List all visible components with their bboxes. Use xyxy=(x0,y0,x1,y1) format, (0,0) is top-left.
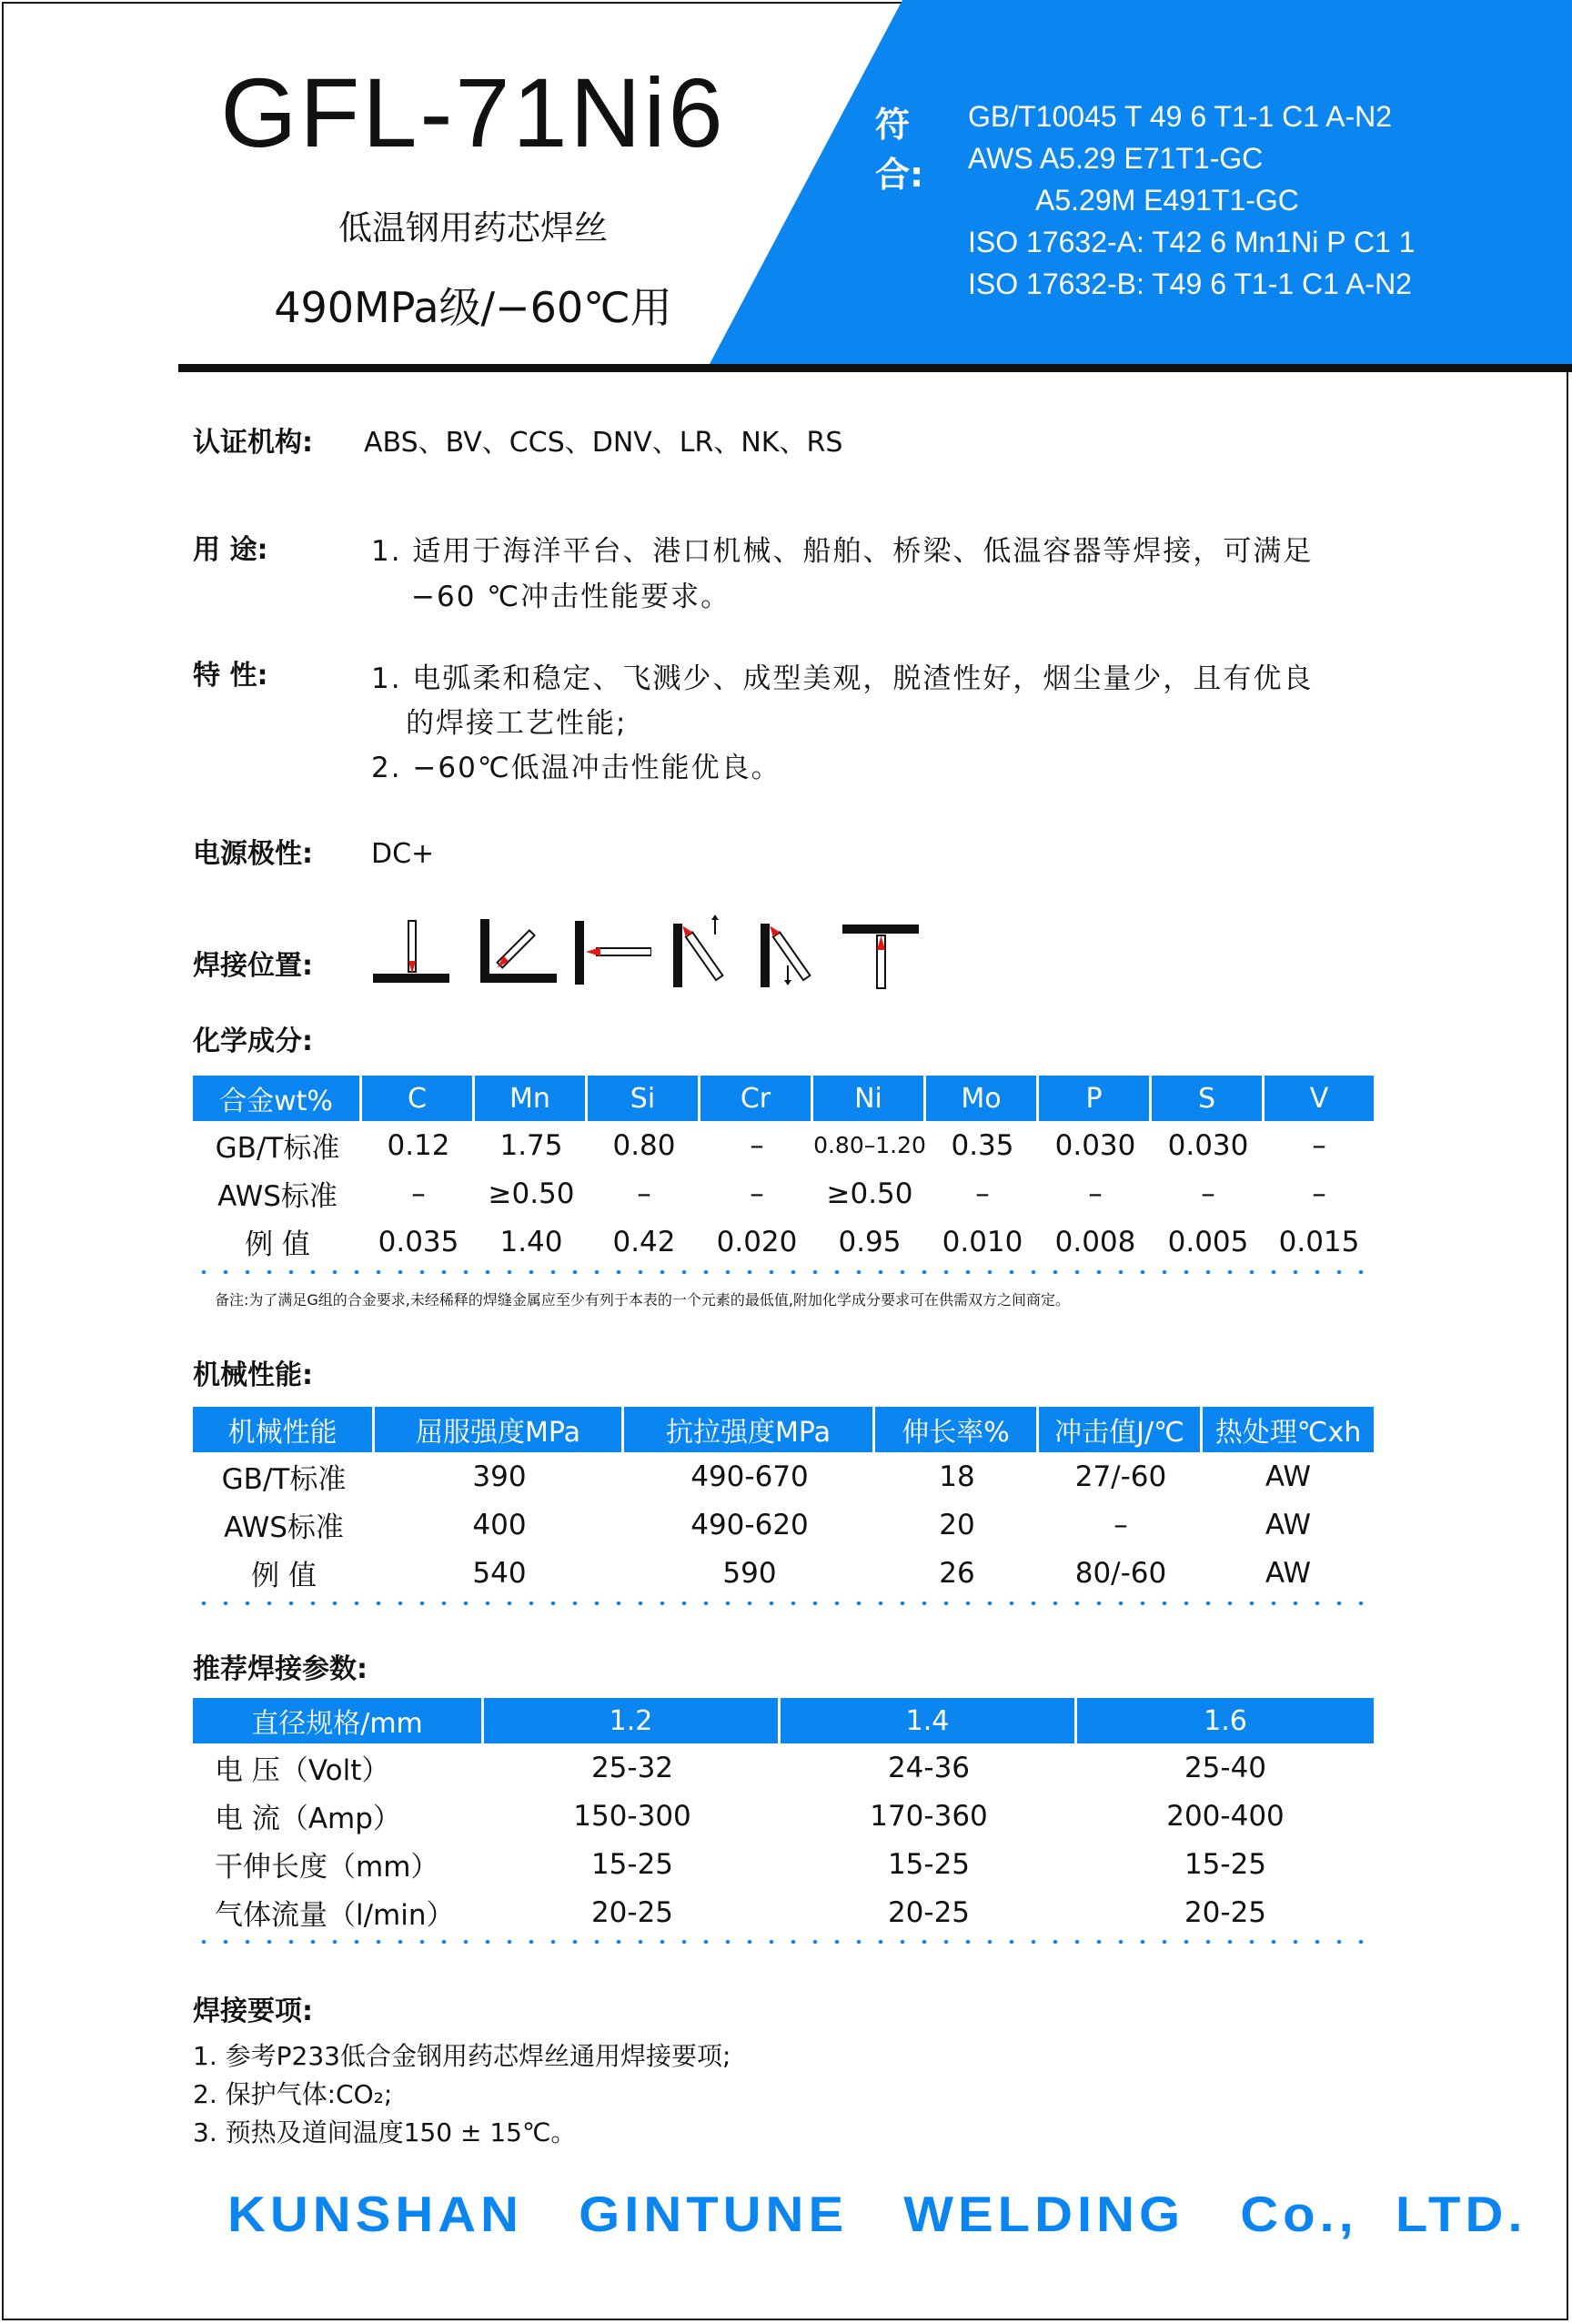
table-cell: 0.35 xyxy=(951,1128,1014,1162)
vertical-up-icon xyxy=(673,914,737,987)
column-header: Si xyxy=(588,1076,700,1121)
column-header: 机械性能 xyxy=(193,1407,375,1452)
table-cell: 25-32 xyxy=(590,1751,674,1784)
table-cell: 200-400 xyxy=(1166,1799,1285,1833)
brand-word: LTD. xyxy=(1395,2186,1527,2243)
table-cell: AW xyxy=(1265,1508,1312,1541)
table-cell: GB/T标准 xyxy=(221,1463,347,1496)
table-cell: 0.42 xyxy=(612,1225,676,1258)
table-cell: – xyxy=(750,1177,764,1210)
table-cell: 0.80–1.20 xyxy=(813,1132,926,1158)
column-header: P xyxy=(1039,1076,1152,1121)
horizontal-butt-icon xyxy=(575,919,651,986)
table-row xyxy=(193,1888,1374,1936)
table-cell: 1.40 xyxy=(499,1225,563,1258)
table-row xyxy=(193,1743,1374,1792)
table-row xyxy=(193,1500,1374,1549)
table-cell: 0.020 xyxy=(716,1225,798,1258)
features-line: 2. −60℃低温冲击性能优良。 xyxy=(371,752,781,784)
table-cell: ≥0.50 xyxy=(826,1177,913,1210)
table-cell: – xyxy=(411,1177,426,1210)
table-cell: 25-40 xyxy=(1184,1751,1267,1784)
table-cell: 0.030 xyxy=(1167,1128,1249,1162)
table-cell: 0.12 xyxy=(387,1128,450,1162)
column-header: Ni xyxy=(813,1076,926,1121)
column-header: 1.2 xyxy=(484,1698,781,1743)
product-subtitle: 低温钢用药芯焊丝 xyxy=(338,208,608,248)
standard-line: A5.29M E491T1-GC xyxy=(1035,184,1299,217)
table-cell: 例 值 xyxy=(251,1560,317,1592)
standard-line: GB/T10045 T 49 6 T1-1 C1 A-N2 xyxy=(968,100,1393,133)
chemistry-divider xyxy=(193,1270,1374,1274)
note-item: 2. 保护气体:CO₂; xyxy=(193,2079,393,2109)
usage-line: 1. 适用于海洋平台、港口机械、船舶、桥梁、低温容器等焊接，可满足 xyxy=(371,535,1314,568)
table-cell: 干伸长度（mm） xyxy=(215,1851,439,1884)
table-cell: 20-25 xyxy=(887,1895,971,1929)
column-header: Mo xyxy=(926,1076,1039,1121)
table-cell: 490-670 xyxy=(690,1460,809,1493)
table-cell: 电 流（Amp） xyxy=(215,1803,401,1835)
standards-prefix: 符合: xyxy=(875,105,924,195)
features-line: 1. 电弧柔和稳定、飞溅少、成型美观，脱渣性好，烟尘量少，且有优良 xyxy=(371,662,1314,695)
table-cell: 0.010 xyxy=(942,1225,1023,1258)
table-cell: 24-36 xyxy=(887,1751,971,1784)
column-header: 冲击值J/℃ xyxy=(1039,1407,1203,1452)
company-name xyxy=(227,2186,1527,2244)
chemistry-note: 备注:为了满足G组的合金要求,未经稀释的焊缝金属应至少有列于本表的一个元素的最低值,附加化学成分要求可在供需双方之间商定。 xyxy=(215,1291,1070,1309)
table-cell: 1.75 xyxy=(499,1128,563,1162)
mechanical-heading: 机械性能: xyxy=(193,1359,313,1391)
column-header: C xyxy=(362,1076,475,1121)
polarity-value: DC+ xyxy=(371,838,435,870)
certification-label: 认证机构: xyxy=(193,427,313,459)
column-header: 直径规格/mm xyxy=(193,1698,484,1743)
features-label: 特 性: xyxy=(193,660,268,692)
table-cell: 27/-60 xyxy=(1074,1460,1167,1493)
column-header: 屈服强度MPa xyxy=(375,1407,624,1452)
table-row xyxy=(193,1549,1374,1597)
table-row xyxy=(193,1218,1374,1266)
column-header: 1.6 xyxy=(1204,1704,1247,1737)
table-cell: 540 xyxy=(472,1556,527,1590)
polarity-label: 电源极性: xyxy=(193,838,313,870)
table-cell: 0.008 xyxy=(1054,1225,1136,1258)
table-cell: 15-25 xyxy=(590,1847,674,1881)
header-rule xyxy=(178,364,1572,372)
table-cell: – xyxy=(975,1177,990,1210)
table-cell: 气体流量（l/min） xyxy=(215,1899,455,1932)
table-cell: – xyxy=(1312,1177,1326,1210)
table-row xyxy=(193,1121,1374,1169)
table-cell: AW xyxy=(1265,1556,1312,1590)
product-grade: 490MPa级/−60℃用 xyxy=(274,283,672,332)
column-header: S xyxy=(1152,1076,1265,1121)
vertical-down-icon xyxy=(761,914,824,987)
table-cell: AWS标准 xyxy=(224,1511,344,1544)
table-header-row xyxy=(193,1698,1374,1743)
overhead-icon xyxy=(842,919,919,990)
standard-line: AWS A5.29 E71T1-GC xyxy=(968,142,1264,175)
table-cell: 20-25 xyxy=(590,1895,674,1929)
brand-word: KUNSHAN xyxy=(227,2186,523,2243)
mechanical-table xyxy=(193,1407,1374,1597)
notes-heading: 焊接要项: xyxy=(193,1996,313,2027)
flat-fillet-icon xyxy=(373,919,449,986)
table-cell: – xyxy=(750,1128,764,1162)
chemistry-table xyxy=(193,1076,1374,1266)
table-row xyxy=(193,1452,1374,1500)
table-header-row xyxy=(193,1076,1374,1121)
table-cell: 390 xyxy=(472,1460,527,1493)
table-cell: – xyxy=(1312,1128,1326,1162)
usage-label: 用 途: xyxy=(193,534,268,566)
table-cell: 0.030 xyxy=(1054,1128,1136,1162)
table-cell: – xyxy=(1088,1177,1103,1210)
column-header: 抗拉强度MPa xyxy=(624,1407,875,1452)
table-cell: 80/-60 xyxy=(1074,1556,1167,1590)
table-cell: – xyxy=(637,1177,651,1210)
parameters-heading: 推荐焊接参数: xyxy=(193,1653,368,1685)
table-cell: 0.005 xyxy=(1167,1225,1249,1258)
table-cell: 26 xyxy=(939,1556,975,1590)
usage-line: −60 ℃冲击性能要求。 xyxy=(411,581,731,613)
table-cell: 电 压（Volt） xyxy=(215,1754,390,1787)
column-header: V xyxy=(1309,1082,1329,1115)
note-item: 1. 参考P233低合金钢用药芯焊丝通用焊接要项; xyxy=(193,2041,731,2071)
mechanical-divider xyxy=(193,1602,1374,1605)
table-cell: 170-360 xyxy=(870,1799,988,1833)
brand-word: WELDING xyxy=(903,2186,1185,2243)
table-cell: 590 xyxy=(722,1556,777,1590)
table-row xyxy=(193,1840,1374,1888)
brand-word: GINTUNE xyxy=(579,2186,849,2243)
table-cell: 20-25 xyxy=(1184,1895,1267,1929)
table-cell: 0.95 xyxy=(838,1225,902,1258)
table-row xyxy=(193,1169,1374,1218)
table-cell: – xyxy=(1114,1508,1128,1541)
column-header: 合金wt% xyxy=(193,1076,362,1121)
table-cell: AW xyxy=(1265,1460,1312,1493)
table-cell: 20 xyxy=(939,1508,975,1541)
table-cell: 15-25 xyxy=(887,1847,971,1881)
column-header: 伸长率% xyxy=(875,1407,1039,1452)
positions-label: 焊接位置: xyxy=(193,950,313,982)
table-cell: ≥0.50 xyxy=(488,1177,575,1210)
table-cell: 例 值 xyxy=(245,1228,310,1261)
column-header: 1.4 xyxy=(781,1698,1077,1743)
standard-line: ISO 17632-B: T49 6 T1-1 C1 A-N2 xyxy=(968,268,1412,300)
table-header-row xyxy=(193,1407,1374,1452)
table-cell: GB/T标准 xyxy=(215,1132,340,1165)
column-header: 热处理℃xh xyxy=(1214,1417,1362,1449)
table-cell: 18 xyxy=(939,1460,975,1493)
table-row xyxy=(193,1792,1374,1840)
parameters-table xyxy=(193,1698,1374,1936)
table-cell: 400 xyxy=(472,1508,527,1541)
table-cell: 0.035 xyxy=(378,1225,459,1258)
product-code: GFL-71Ni6 xyxy=(220,57,726,167)
brand-word: Co., xyxy=(1240,2186,1358,2243)
parameters-divider xyxy=(193,1940,1374,1944)
table-cell: 150-300 xyxy=(573,1799,691,1833)
table-cell: 490-620 xyxy=(690,1508,809,1541)
horizontal-fillet-icon xyxy=(480,919,557,986)
certification-value: ABS、BV、CCS、DNV、LR、NK、RS xyxy=(364,427,843,459)
table-cell: 0.80 xyxy=(612,1128,676,1162)
table-cell: AWS标准 xyxy=(217,1180,338,1213)
table-cell: 0.015 xyxy=(1278,1225,1360,1258)
table-cell: 15-25 xyxy=(1184,1847,1267,1881)
chemistry-heading: 化学成分: xyxy=(193,1026,313,1057)
features-line: 的焊接工艺性能; xyxy=(406,707,628,740)
column-header: Cr xyxy=(700,1076,813,1121)
standard-line: ISO 17632-A: T42 6 Mn1Ni P C1 1 xyxy=(968,226,1416,258)
column-header: Mn xyxy=(475,1076,588,1121)
note-item: 3. 预热及道间温度150 ± 15℃。 xyxy=(193,2117,577,2147)
table-cell: – xyxy=(1201,1177,1215,1210)
